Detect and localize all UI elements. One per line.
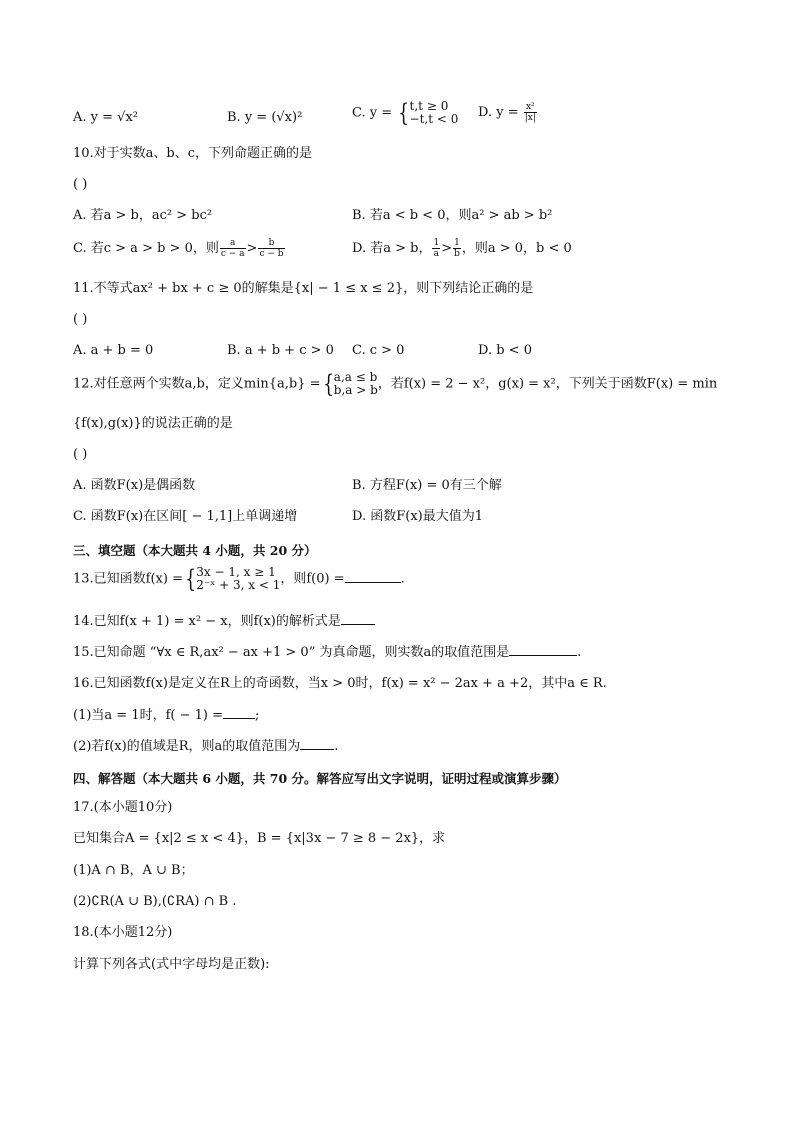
q16-part2-end: . xyxy=(334,739,339,754)
denominator: c − a xyxy=(220,249,245,259)
case-line: −t,t < 0 xyxy=(409,112,459,126)
answer-blank[interactable] xyxy=(341,612,375,625)
q10-option-b: B. 若a < b < 0，则a² > ab > b² xyxy=(352,208,553,223)
q12-option-d: D. 函数F(x)最大值为1 xyxy=(352,509,483,524)
q12-cases xyxy=(334,371,378,397)
q9-option-b: B. y = (√x)² xyxy=(227,110,303,125)
q17-stem: 已知集合A = {x|2 ≤ x < 4}，B = {x|3x − 7 ≥ 8 − 2x}，求 xyxy=(73,831,446,846)
q16-part1-text: (1)当a = 1时，f( − 1) = xyxy=(73,708,224,723)
section-heading-solutions: 四、解答题（本大题共 6 小题，共 70 分。解答应写出文字说明，证明过程或演算步骤） xyxy=(73,771,567,786)
q13-pre: 13.已知函数f(x) = xyxy=(73,571,183,587)
q11-paren: ( ) xyxy=(73,312,88,327)
q10-option-c-text: C. 若c > a > b > 0，则 xyxy=(73,241,219,256)
q12-stem-pre: 12.对任意两个实数a,b，定义min{a,b} = xyxy=(73,376,321,392)
q15 xyxy=(73,643,581,662)
case-line: t,t ≥ 0 xyxy=(409,99,449,113)
q16-part2-text: (2)若f(x)的值域是R，则a的取值范围为 xyxy=(73,739,301,754)
q12-option-a: A. 函数F(x)是偶函数 xyxy=(73,478,196,493)
q17-title: 17.(本小题10分) xyxy=(73,800,173,815)
brace-icon: { xyxy=(322,370,334,398)
section-heading-fill-in: 三、填空题（本大题共 4 小题，共 20 分） xyxy=(73,543,317,558)
fraction xyxy=(220,238,246,259)
q16-stem: 16.已知函数f(x)是定义在R上的奇函数，当x > 0时，f(x) = x² − 2ax + a +2，其中a ∈ R. xyxy=(73,676,607,691)
q18-title: 18.(本小题12分) xyxy=(73,925,173,940)
case-line: 2⁻ˣ + 3, x < 1 xyxy=(196,578,281,592)
q9-option-c-label: C. y = xyxy=(352,105,393,121)
q11-option-b: B. a + b + c > 0 xyxy=(227,343,334,358)
q17-part2: (2)∁R(A ∪ B),(∁RA) ∩ B . xyxy=(73,894,237,909)
q10-option-d xyxy=(352,238,572,259)
answer-blank[interactable] xyxy=(509,643,577,656)
q11-option-d: D. b < 0 xyxy=(478,343,532,358)
q10-paren: ( ) xyxy=(73,177,88,192)
fraction xyxy=(524,102,537,123)
q18-stem: 计算下列各式(式中字母均是正数): xyxy=(73,957,270,972)
q9-option-d-label: D. y = xyxy=(478,105,519,120)
q15-end: . xyxy=(577,645,582,660)
q9-option-a: A. y = √x² xyxy=(73,110,138,125)
q13 xyxy=(73,566,405,592)
case-line: a,a ≤ b xyxy=(333,370,378,384)
denominator: c − b xyxy=(259,249,284,259)
answer-blank[interactable] xyxy=(223,706,255,719)
q12-paren: ( ) xyxy=(73,447,88,462)
q12-option-c: C. 函数F(x)在区间[ − 1,1]上单调递增 xyxy=(73,509,298,524)
q13-end: . xyxy=(400,571,405,587)
q10-option-d-post: ，则a > 0，b < 0 xyxy=(461,241,572,256)
q16-part1-end: ; xyxy=(255,708,260,723)
numerator: 1 xyxy=(433,238,440,248)
q10-option-c xyxy=(73,238,286,259)
q14-text: 14.已知f(x + 1) = x² − x，则f(x)的解析式是 xyxy=(73,614,341,629)
denominator: a xyxy=(433,249,440,259)
fraction xyxy=(453,238,461,259)
q10-option-a: A. 若a > b，ac² > bc² xyxy=(73,208,213,223)
q11-stem: 11.不等式ax² + bx + c ≥ 0的解集是{x| − 1 ≤ x ≤ 2}，则下列结论正确的是 xyxy=(73,281,534,296)
numerator: x² xyxy=(524,102,537,113)
q9-option-c xyxy=(352,100,458,126)
brace-icon: { xyxy=(398,99,410,127)
fraction xyxy=(432,238,440,259)
q14 xyxy=(73,612,375,631)
q16-part2 xyxy=(73,737,338,756)
q12-stem xyxy=(73,371,717,397)
numerator: b xyxy=(258,238,284,249)
q9-option-c-cases xyxy=(410,100,459,126)
case-line: 3x − 1, x ≥ 1 xyxy=(196,565,276,579)
q16-part1 xyxy=(73,706,259,725)
q12-option-b: B. 方程F(x) = 0有三个解 xyxy=(352,478,502,493)
brace-icon: { xyxy=(185,565,196,593)
fraction xyxy=(258,238,284,259)
gt-sign: > xyxy=(441,241,453,256)
q9-option-d xyxy=(478,102,538,123)
q15-text: 15.已知命题 “∀x ∈ R,ax² − ax +1 > 0” 为真命题，则实数a的取值范围是 xyxy=(73,645,510,660)
q13-post: ，则f(0) = xyxy=(280,571,345,587)
answer-blank[interactable] xyxy=(345,570,401,583)
numerator: 1 xyxy=(454,238,460,248)
denominator: |x| xyxy=(524,113,536,123)
answer-blank[interactable] xyxy=(300,737,334,750)
q12-stem-post: ，若f(x) = 2 − x²，g(x) = x²，下列关于函数F(x) = min xyxy=(377,376,718,392)
q12-stem-cont: {f(x),g(x)}的说法正确的是 xyxy=(73,416,233,431)
q11-option-a: A. a + b = 0 xyxy=(73,343,154,358)
numerator: a xyxy=(220,238,246,249)
q10-option-d-text: D. 若a > b， xyxy=(352,241,432,256)
q11-option-c: C. c > 0 xyxy=(352,343,405,358)
q13-cases xyxy=(196,566,280,592)
case-line: b,a > b xyxy=(333,383,378,397)
q10-stem: 10.对于实数a、b、c，下列命题正确的是 xyxy=(73,146,313,161)
gt-sign: > xyxy=(246,241,258,256)
q17-part1: (1)A ∩ B，A ∪ B； xyxy=(73,863,194,878)
denominator: b xyxy=(454,249,460,259)
